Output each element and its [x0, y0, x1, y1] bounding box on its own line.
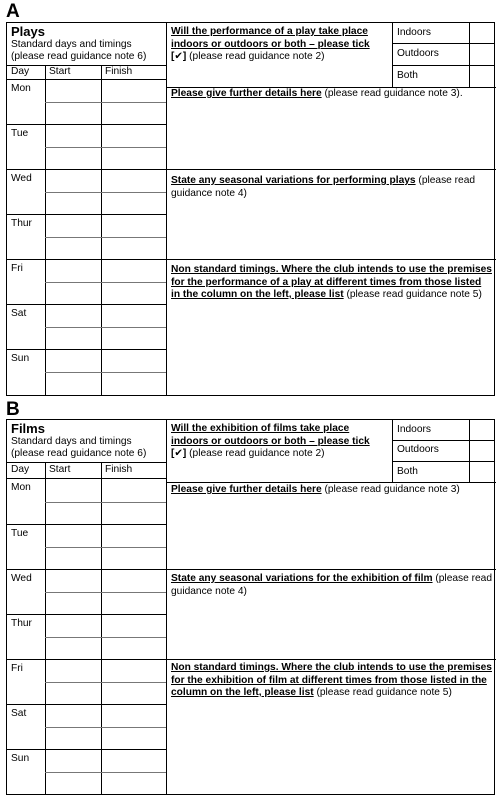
films-form: [6, 419, 495, 795]
plays-details-label: Please give further details here (please read guidance note 3).: [171, 88, 463, 99]
films-option-both: Both: [397, 466, 418, 477]
plays-day-tue: Tue: [11, 128, 29, 139]
films-option-outdoors: Outdoors: [397, 444, 439, 455]
section-letter-b: B: [6, 399, 20, 420]
films-seasonal-label: State any seasonal variations for the exhibition of film (please read guidance note 4): [171, 573, 493, 597]
plays-nonstandard-field[interactable]: [167, 315, 495, 395]
plays-details-field[interactable]: [167, 103, 495, 169]
plays-seasonal-field[interactable]: [167, 201, 495, 259]
plays-outdoors-checkbox[interactable]: [470, 44, 493, 65]
films-day-thur: Thur: [11, 618, 32, 629]
plays-question: Will the performance of a play take place indoors or outdoors or both – please tick [✔] (please read guidance note 2): [171, 26, 370, 62]
films-title: Films: [11, 421, 45, 436]
films-outdoors-checkbox[interactable]: [470, 441, 493, 461]
films-col-day: Day: [11, 464, 30, 475]
plays-option-both: Both: [397, 70, 418, 81]
plays-indoors-checkbox[interactable]: [470, 24, 493, 43]
plays-title: Plays: [11, 24, 45, 39]
films-day-sun: Sun: [11, 753, 30, 764]
films-standard-line2: (please read guidance note 6): [11, 448, 147, 459]
films-option-indoors: Indoors: [397, 424, 431, 435]
tick-mark-icon: [✔]: [171, 448, 187, 459]
films-indoors-checkbox[interactable]: [470, 421, 493, 440]
films-nonstandard-field[interactable]: [167, 714, 495, 794]
films-details-field[interactable]: [167, 500, 495, 569]
section-letter-a: A: [6, 1, 20, 22]
plays-day-fri: Fri: [11, 263, 23, 274]
plays-standard-line1: Standard days and timings: [11, 39, 132, 50]
films-nonstandard-label: Non standard timings. Where the club intends to use the premises for the exhibition of film at different times from those listed in the column on the left, please list (please read guidance note 5): [171, 662, 492, 698]
plays-day-thur: Thur: [11, 218, 32, 229]
films-col-start: Start: [49, 464, 71, 475]
plays-col-finish: Finish: [105, 66, 133, 77]
plays-seasonal-label: State any seasonal variations for performing plays (please read guidance note 4): [171, 175, 476, 199]
plays-option-outdoors: Outdoors: [397, 48, 439, 59]
films-details-label: Please give further details here (please read guidance note 3): [171, 484, 460, 495]
films-both-checkbox[interactable]: [470, 462, 493, 482]
films-question: Will the exhibition of films take place indoors or outdoors or both – please tick [✔] (please read guidance note 2): [171, 423, 370, 459]
plays-col-day: Day: [11, 66, 30, 77]
plays-nonstandard-label: Non standard timings. Where the club intends to use the premises for the performance of a play at different times from those listed in the column on the left, please list (please read guidance note 5): [171, 264, 492, 300]
plays-day-mon: Mon: [11, 83, 31, 94]
films-day-wed: Wed: [11, 573, 32, 584]
films-day-sat: Sat: [11, 708, 27, 719]
plays-col-start: Start: [49, 66, 71, 77]
plays-form: [6, 22, 495, 396]
plays-option-indoors: Indoors: [397, 27, 431, 38]
plays-day-sat: Sat: [11, 308, 27, 319]
plays-day-sun: Sun: [11, 353, 30, 364]
films-seasonal-field[interactable]: [167, 600, 495, 659]
films-day-tue: Tue: [11, 528, 29, 539]
plays-standard-line2: (please read guidance note 6): [11, 51, 147, 62]
films-day-mon: Mon: [11, 482, 31, 493]
films-day-fri: Fri: [11, 663, 23, 674]
tick-mark-icon: [✔]: [171, 51, 187, 62]
films-col-finish: Finish: [105, 464, 133, 475]
plays-day-wed: Wed: [11, 173, 32, 184]
plays-both-checkbox[interactable]: [470, 66, 493, 87]
films-standard-line1: Standard days and timings: [11, 436, 132, 447]
